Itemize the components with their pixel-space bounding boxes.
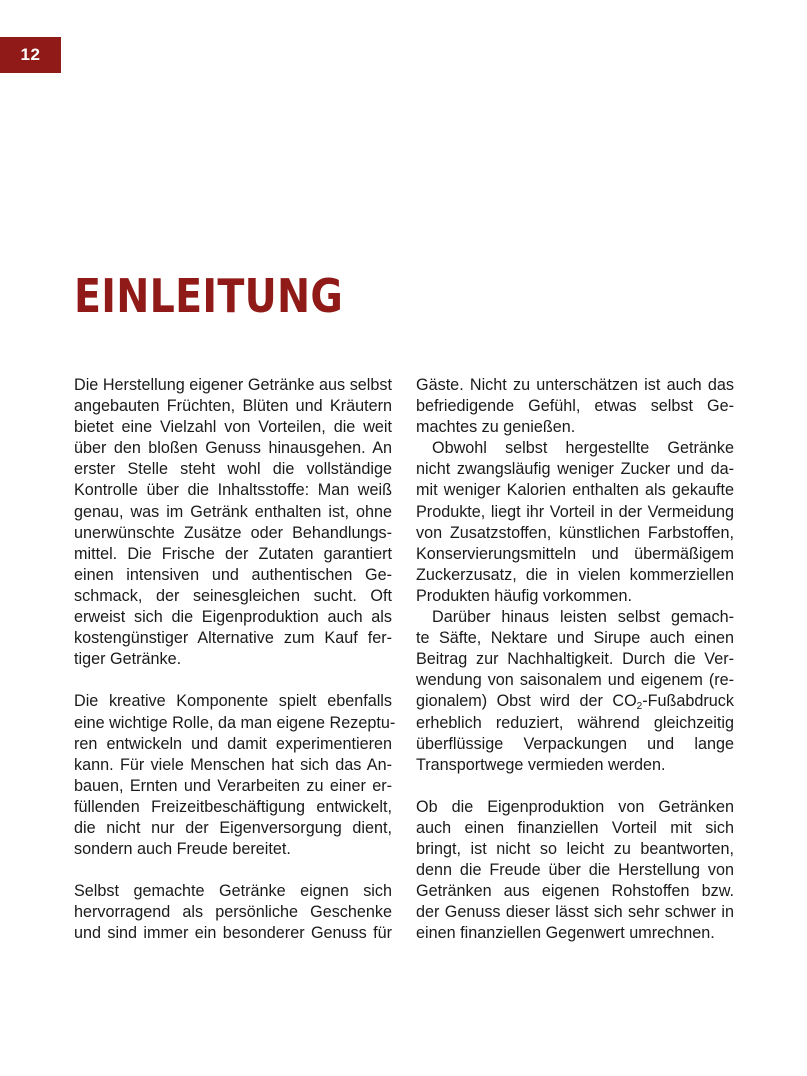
text-line: Gäste. Nicht zu unterschätzen ist auch das [416,376,734,394]
text-line: füllenden Freizeitbeschäftigung entwickelt, [74,797,392,816]
text-line: erster Stelle steht wohl die vollständige [74,460,392,479]
text-line: Die Herstellung eigener Getränke aus selbst [74,376,392,394]
text-line: unerwünschte Zusätze oder Behandlungs- [74,523,392,542]
text-line: mittel. Die Frische der Zutaten garantiert [74,544,392,563]
text-line: mit weniger Kalorien enthalten als gekaufte [416,481,734,500]
text-line: sondern auch Freude bereitet. [74,840,291,859]
text-line: erheblich reduziert, während gleichzeitig [416,713,734,732]
text-line: und sind immer ein besonderer Genuss für [74,924,392,943]
text-line: kann. Für viele Menschen hat sich das An- [74,755,392,774]
text-line: befriedigende Gefühl, etwas selbst Ge- [416,397,734,416]
text-line: Darüber hinaus leisten selbst gemach- [432,608,734,627]
paragraph-spacer [74,860,392,881]
co2-text-suffix: -Fußabdruck [642,692,734,711]
paragraph-gifts-continued [416,375,734,438]
text-line: einen intensiven und authentischen Ge- [74,565,392,584]
paragraph-financial [416,797,734,945]
text-line: tiger Getränke. [74,650,182,669]
text-line: Beitrag zur Nachhaltigkeit. Durch die Ver- [416,650,734,669]
paragraph-spacer [74,670,392,691]
co2-text-prefix: gionalem) Obst wird der CO [416,692,637,711]
text-line: nicht zwangsläufig weniger Zucker und da- [416,460,734,479]
text-line: kostengünstiger Alternative zum Kauf fer- [74,629,392,648]
text-line: te Säfte, Nektare und Sirupe auch einen [416,629,734,648]
text-line: angebauten Früchten, Blüten und Kräutern [74,397,392,416]
text-line: ren entwickeln und damit experimentieren [74,734,392,753]
text-line: die nicht nur der Eigenversorgung dient, [74,818,392,837]
text-column-right [416,375,734,945]
text-line: Getränken aus eigenen Rohstoffen bzw. [416,882,734,901]
text-line: überflüssige Verpackungen und lange [416,734,734,753]
text-line: Die kreative Komponente spielt ebenfalls [74,692,392,711]
text-line: hervorragend als persönliche Geschenke [74,903,392,922]
text-line: einen finanziellen Gegenwert umrechnen. [416,924,715,943]
text-line: bauen, Ernten und Verarbeiten zu einer er- [74,776,392,795]
text-line: Obwohl selbst hergestellte Getränke [432,439,734,458]
chapter-title: EINLEITUNG [74,269,344,323]
text-line: Produkte, liegt ihr Vorteil in der Vermeidung [416,502,734,521]
text-line: denn die Freude über die Herstellung von [416,861,734,880]
text-column-left [74,375,396,945]
paragraph-intro [74,375,392,670]
paragraph-gifts [74,881,392,944]
text-line: erweist sich die Eigenproduktion auch als [74,608,392,627]
text-line: wendung von saisonalem und eigenem (re- [416,671,734,690]
text-line: über den bloßen Genuss hinausgehen. An [74,439,392,458]
text-line: genau, was im Getränk enthalten ist, ohne [74,502,392,521]
text-line: bietet eine Vielzahl von Vorteilen, die weit [74,418,392,437]
text-line: Transportwege vermieden werden. [416,755,666,774]
paragraph-sustainability [416,607,734,776]
paragraph-ingredients [416,438,734,607]
paragraph-creativity [74,691,396,860]
text-line: Ob die Eigenproduktion von Getränken [416,797,734,816]
text-line: bringt, ist nicht so leicht zu beantworten, [416,840,734,859]
text-line: der Genuss dieser lässt sich sehr schwer in [416,903,734,922]
text-line: eine wichtige Rolle, da man eigene Rezeptu- [74,713,396,732]
paragraph-spacer [416,776,734,797]
text-line: Zuckerzusatz, die in vielen kommerziellen [416,565,734,584]
text-line: Selbst gemachte Getränke eignen sich [74,882,392,901]
co2-subscript: 2 [636,701,643,713]
text-line: von Zusatzstoffen, künstlichen Farbstoffen, [416,523,734,542]
text-line: auch einen finanziellen Vorteil mit sich [416,818,734,837]
text-line: Konservierungsmitteln und übermäßigem [416,544,734,563]
text-line: Kontrolle über die Inhaltsstoffe: Man weiß [74,481,392,500]
text-line: schmack, der seinesgleichen sucht. Oft [74,586,392,605]
page-number-badge: 12 [0,37,61,73]
text-line-co2 [416,691,734,712]
text-line: machtes zu genießen. [416,418,576,437]
text-line: Produkten häufig vorkommen. [416,586,632,605]
